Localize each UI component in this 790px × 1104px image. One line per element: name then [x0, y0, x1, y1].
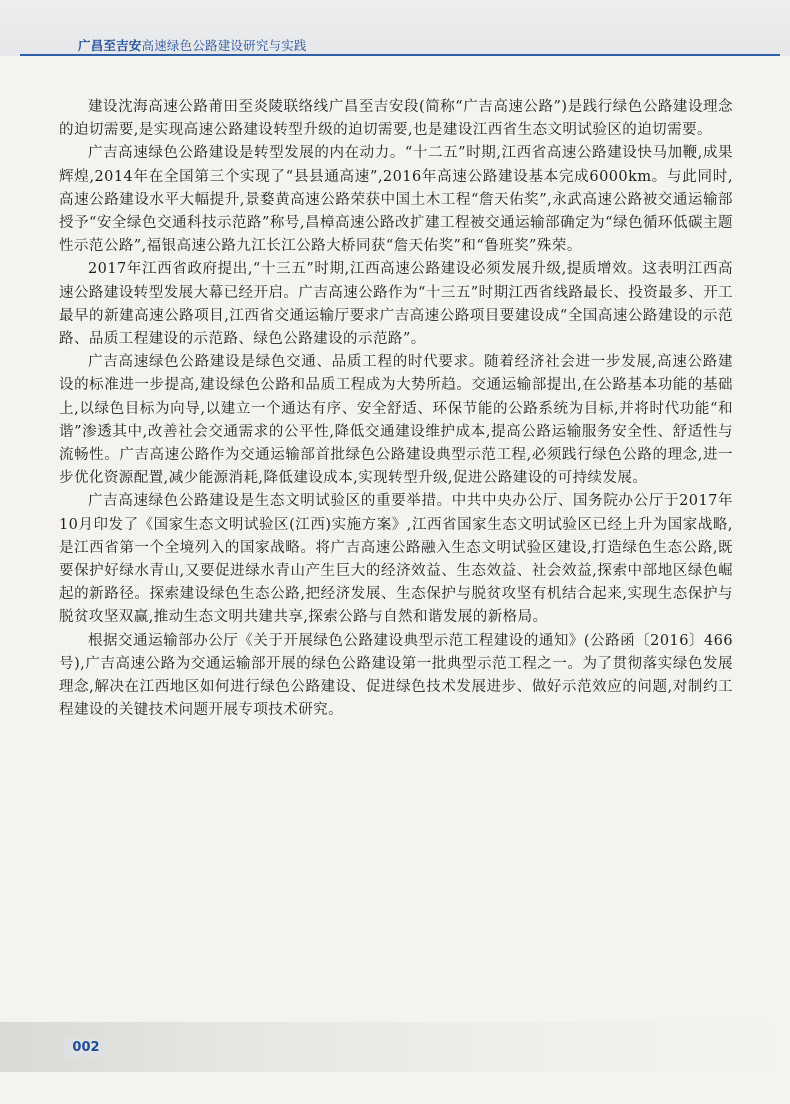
paragraph: 广吉高速绿色公路建设是生态文明试验区的重要举措。中共中央办公厅、国务院办公厅于2017年10月印发了《国家生态文明试验区(江西)实施方案》,江西省国家生态文明试验区已经上升为国家战略,是江西省第一个全境列入的国家战略。将广吉高速公路融入生态文明试验区建设,打造绿色生态公路,既要保护好绿水青山,又要促进绿水青山产生巨大的经济效益、生态效益、社会效益,探索中部地区绿色崛起的新路径。探索建设绿色生态公路,把经济发展、生态保护与脱贫攻坚有机结合起来,实现生态保护与脱贫攻坚双赢,推动生态文明共建共享,探索公路与自然和谐发展的新格局。 [59, 493, 733, 626]
header-rule [20, 54, 780, 56]
header-title-bold: 广昌至吉安 [78, 38, 142, 53]
running-header-title [78, 36, 307, 54]
header-title-rest: 高速绿色公路建设研究与实践 [141, 38, 307, 53]
paragraph: 建设沈海高速公路莆田至炎陵联络线广昌至吉安段(简称“广吉高速公路”)是践行绿色公路建设理念的迫切需要,是实现高速公路建设转型升级的迫切需要,也是建设江西省生态文明试验区的迫切需要。 [59, 99, 733, 139]
paragraph: 广吉高速绿色公路建设是转型发展的内在动力。“十二五”时期,江西省高速公路建设快马加鞭,成果辉煌,2014年在全国第三个实现了“县县通高速”,2016年高速公路建设基本完成6000km。与此同时,高速公路建设水平大幅提升,景婺黄高速公路荣获中国土木工程“詹天佑奖”,永武高速公路被交通运输部授予“安全绿色交通科技示范路”称号,昌樟高速公路改扩建工程被交通运输部确定为“绿色循环低碳主题性示范公路”,福银高速公路九江长江公路大桥同获“詹天佑奖”和“鲁班奖”殊荣。 [59, 145, 733, 255]
footer-band [0, 1022, 790, 1072]
page-number: 002 [64, 1038, 108, 1058]
body-text [59, 96, 733, 722]
paragraph: 2017年江西省政府提出,“十三五”时期,江西高速公路建设必须发展升级,提质增效。这表明江西高速公路建设转型发展大幕已经开启。广吉高速公路作为“十三五”时期江西省线路最长、投资最多、开工最早的新建高速公路项目,江西省交通运输厅要求广吉高速公路项目要建设成“全国高速公路建设的示范路、品质工程建设的示范路、绿色公路建设的示范路”。 [59, 261, 733, 348]
paragraph: 根据交通运输部办公厅《关于开展绿色公路建设典型示范工程建设的通知》(公路函〔2016〕466号),广吉高速公路为交通运输部开展的绿色公路建设第一批典型示范工程之一。为了贯彻落实绿色发展理念,解决在江西地区如何进行绿色公路建设、促进绿色技术发展进步、做好示范效应的问题,对制约工程建设的关键技术问题开展专项技术研究。 [59, 632, 733, 719]
paragraph: 广吉高速绿色公路建设是绿色交通、品质工程的时代要求。随着经济社会进一步发展,高速公路建设的标准进一步提高,建设绿色公路和品质工程成为大势所趋。交通运输部提出,在公路基本功能的基础上,以绿色目标为向导,以建立一个通达有序、安全舒适、环保节能的公路系统为目标,并将时代功能“和谐”渗透其中,改善社会交通需求的公平性,降低交通建设维护成本,提高公路运输服务安全性、舒适性与流畅性。广吉高速公路作为交通运输部首批绿色公路建设典型示范工程,必须践行绿色公路的理念,进一步优化资源配置,减少能源消耗,降低建设成本,实现转型升级,促进公路建设的可持续发展。 [59, 354, 733, 487]
